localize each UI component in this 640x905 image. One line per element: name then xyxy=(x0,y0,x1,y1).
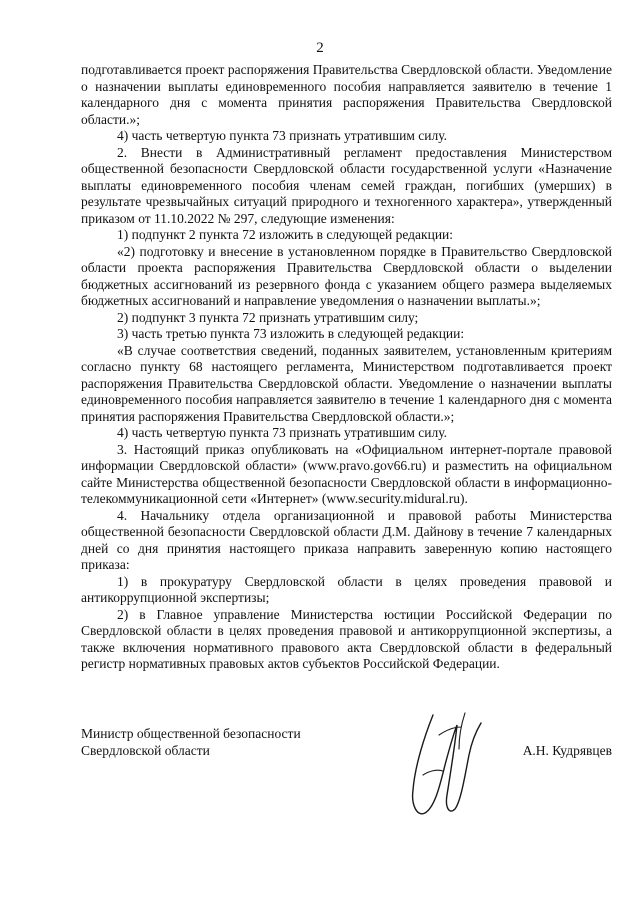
handwritten-signature xyxy=(395,705,490,825)
signer-title-line-2: Свердловской области xyxy=(81,743,210,758)
paragraph: 3) часть третью пункта 73 изложить в следующей редакции: xyxy=(117,326,465,341)
paragraph: 2. Внести в Административный регламент предоставления Министерством общественной безопасности Свердловской области государственной услуги «Назначение выплаты единовременного пособия членам семей граждан, погибших (умерших) в результате чрезвычайных ситуаций природного и техногенного характера», утвержденный приказом от 11.10.2022 № 297, следующие изменения: xyxy=(81,144,612,226)
paragraph: 1) в прокуратуру Свердловской области в целях проведения правовой и антикоррупционной экспертизы; xyxy=(81,573,612,605)
page-number: 2 xyxy=(316,40,324,56)
paragraph: 2) подпункт 3 пункта 72 признать утратившим силу; xyxy=(117,309,419,325)
paragraph: 4) часть четвертую пункта 73 признать утратившим силу. xyxy=(117,425,447,440)
paragraph: 3. Настоящий приказ опубликовать на «Официальном интернет-портале правовой информации Свердловской области» (www.pravo.gov66.ru) и разместить на официальном сайте Министерства общественной безопасности Свердловской области в информационно-телекоммуникационной сети «Интернет» (www.security.midural.ru). xyxy=(81,441,612,506)
paragraph: 1) подпункт 2 пункта 72 изложить в следующей редакции: xyxy=(117,227,454,242)
paragraph: 4. Начальнику отдела организационной и правовой работы Министерства общественной безопасности Свердловской области Д.М. Дайнову в течение 7 календарных дней со дня принятия настоящего приказа направить заверенную копию настоящего приказа: xyxy=(81,507,612,572)
document-body xyxy=(81,62,612,673)
paragraph: подготавливается проект распоряжения Правительства Свердловской области. Уведомление о назначении выплаты единовременного пособия направляется заявителю в течение 1 календарного дня с момента принятия распоряжения Правительства Свердловской области.»; xyxy=(81,62,612,127)
signer-title-line-1: Министр общественной безопасности xyxy=(81,726,301,741)
signer-name: А.Н. Кудрявцев xyxy=(522,743,612,758)
paragraph: «В случае соответствия сведений, поданных заявителем, установленным критериям согласно пункту 68 настоящего регламента, Министерством подготавливается проект распоряжения Правительства Свердловской области. Уведомление о назначении выплаты единовременного пособия направляется заявителю в течение 1 календарного дня с момента принятия распоряжения Правительства Свердловской области.»; xyxy=(81,342,612,424)
paragraph: 4) часть четвертую пункта 73 признать утратившим силу. xyxy=(117,128,447,143)
signature-block xyxy=(81,725,612,759)
paragraph: «2) подготовку и внесение в установленном порядке в Правительство Свердловской области проекта распоряжения Правительства Свердловской области о выделении бюджетных ассигнований из резервного фонда с указанием общего размера выделяемых бюджетных ассигнований и направление уведомления о назначении выплаты.»; xyxy=(81,243,612,308)
paragraph: 2) в Главное управление Министерства юстиции Российской Федерации по Свердловской области в целях проведения правовой и антикоррупционной экспертизы, а также включения нормативного правового акта Свердловской области в федеральный регистр нормативных правовых актов субъектов Российской Федерации. xyxy=(81,606,612,671)
